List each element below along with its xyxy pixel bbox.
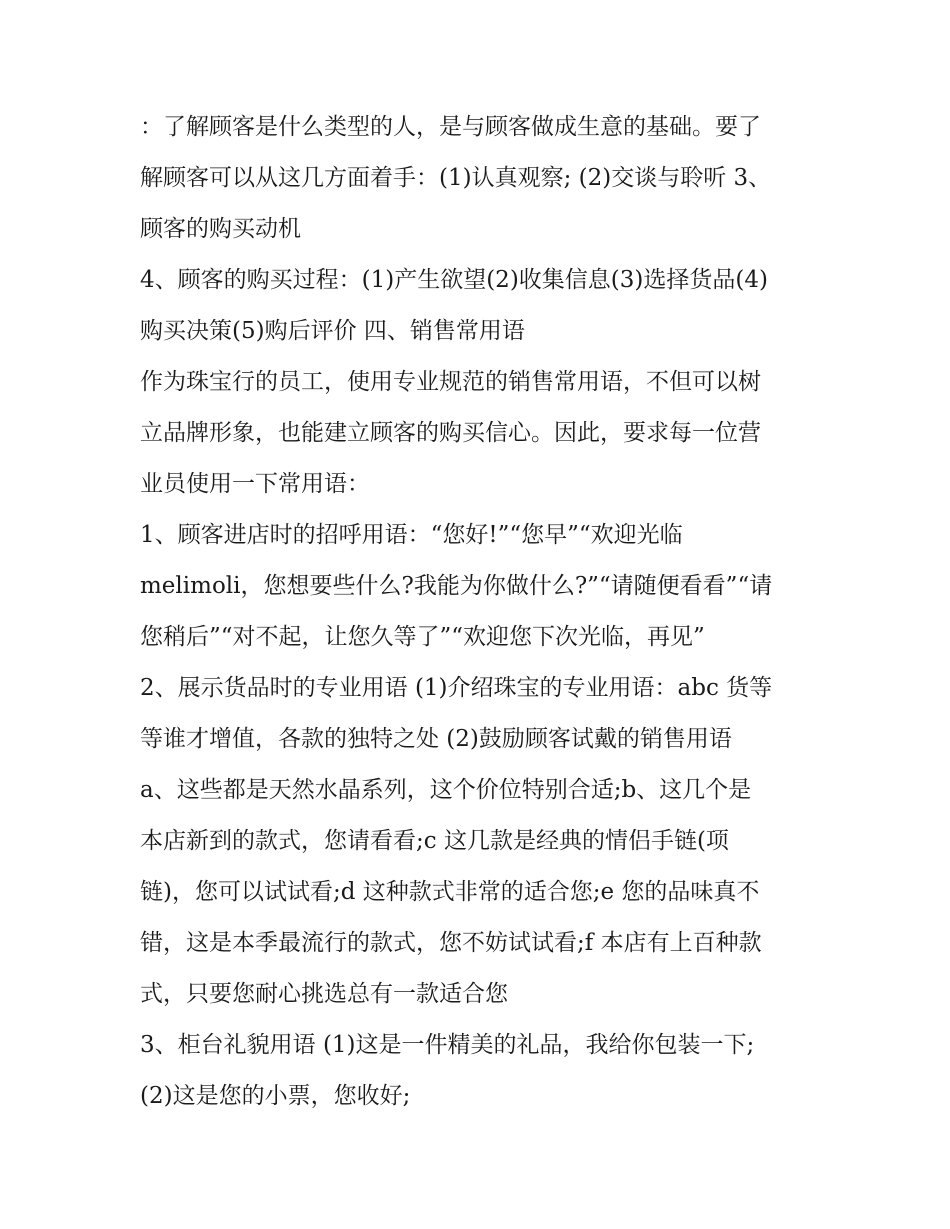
text-line: 您稍后”“对不起，让您久等了”“欢迎您下次光临，再见” (140, 624, 705, 650)
text-line: 顾客的购买动机 (140, 216, 301, 242)
text-line: 链)，您可以试试看;d 这种款式非常的适合您;e 您的品味真不 (140, 879, 760, 905)
text-line: 购买决策(5)购后评价 四、销售常用语 (140, 318, 525, 344)
text-line: 4、顾客的购买过程：(1)产生欲望(2)收集信息(3)选择货品(4) (140, 267, 768, 293)
text-line: 解顾客可以从这几方面着手：(1)认真观察; (2)交谈与聆听 3、 (140, 165, 772, 191)
text-line: 式，只要您耐心挑选总有一款适合您 (140, 981, 508, 1007)
text-line: 立品牌形象，也能建立顾客的购买信心。因此，要求每一位营 (140, 420, 761, 446)
text-line: ：了解顾客是什么类型的人，是与顾客做成生意的基础。要了 (140, 114, 761, 140)
text-line: 3、柜台礼貌用语 (1)这是一件精美的礼品，我给你包装一下; (140, 1032, 755, 1058)
text-line: a、这些都是天然水晶系列，这个价位特别合适;b、这几个是 (140, 777, 752, 803)
text-line: 业员使用一下常用语： (140, 471, 370, 497)
text-line: 作为珠宝行的员工，使用专业规范的销售常用语，不但可以树 (140, 369, 761, 395)
text-line: (2)这是您的小票，您收好; (140, 1083, 411, 1109)
text-line: melimoli，您想要些什么?我能为你做什么?”“请随便看看”“请 (140, 573, 773, 599)
text-line: 1、顾客进店时的招呼用语：“您好!”“您早”“欢迎光临 (140, 522, 683, 548)
document-body (140, 102, 820, 1122)
text-line: 2、展示货品时的专业用语 (1)介绍珠宝的专业用语：abc 货等 (140, 675, 773, 701)
text-line: 等谁才增值，各款的独特之处 (2)鼓励顾客试戴的销售用语 (140, 726, 732, 752)
text-line: 错，这是本季最流行的款式，您不妨试试看;f 本店有上百种款 (140, 930, 762, 956)
text-line: 本店新到的款式，您请看看;c 这几款是经典的情侣手链(项 (140, 828, 729, 854)
